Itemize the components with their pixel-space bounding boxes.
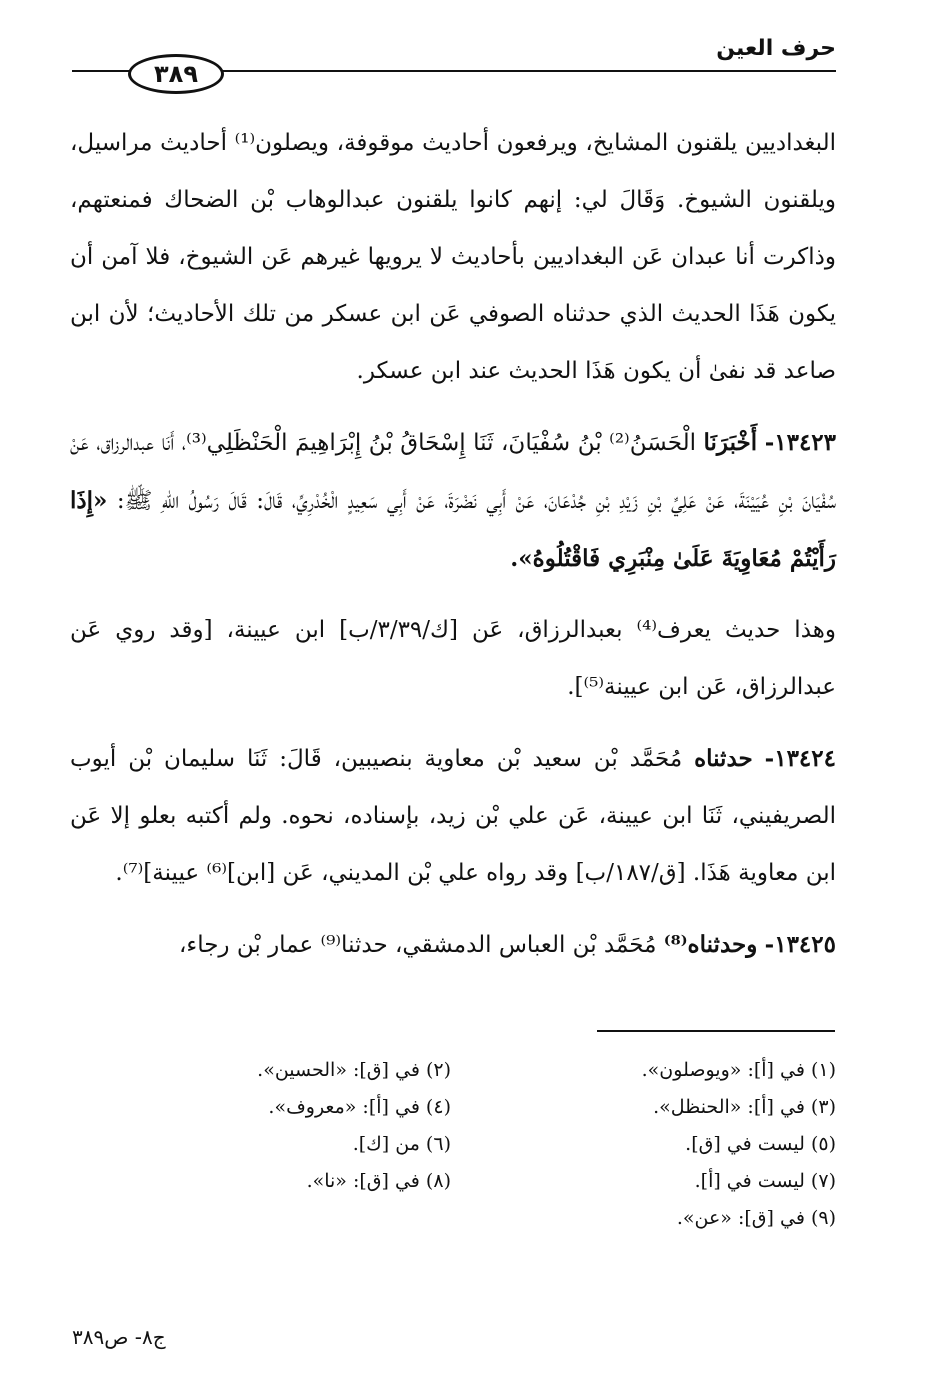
footnote: (١) في [أ]: «ويوصلون». <box>641 1059 836 1081</box>
footnotes-left-column <box>151 1052 451 1200</box>
footnote: (٢) في [ق]: «الحسين». <box>257 1059 451 1081</box>
hadith-quote: «إِذَا رَأَيْتُمْ مُعَاوِيَةَ عَلَىٰ مِنْبَرِي فَاقْتُلُوهُ». <box>70 487 836 572</box>
footnote: (٨) في [ق]: «نا». <box>306 1170 451 1192</box>
footnote: (٧) ليست في [أ]. <box>694 1170 836 1192</box>
footnote-rule <box>597 1030 835 1032</box>
hadith-lead: وحدثناه⁽⁸⁾ <box>663 931 758 958</box>
hadith-lead: أَخْبَرَنَا <box>703 429 758 456</box>
hadith-text: مُحَمَّد بْن العباس الدمشقي، حدثنا⁽⁹⁾ عمار بْن رجاء، <box>178 932 657 958</box>
hadith-number: ١٣٤٢٥- <box>764 931 836 958</box>
page-number-badge: ٣٨٩ <box>128 54 224 94</box>
footnote: (٤) في [أ]: «معروف». <box>268 1096 451 1118</box>
footnote: (٣) في [أ]: «الحنظل». <box>653 1096 836 1118</box>
hadith-13423 <box>70 414 836 588</box>
page-footer-reference: ج٨- ص٣٨٩ <box>72 1325 166 1349</box>
hadith-number: ١٣٤٢٣- <box>764 429 837 456</box>
footnotes-right-column <box>516 1052 836 1237</box>
paragraph-2: وهذا حديث يعرف⁽⁴⁾ بعبدالرزاق، عَن [ك/٣/٣٩/ب] ابن عيينة، [وقد روي عَن عبدالرزاق، عَن ابن عيينة⁽⁵⁾]. <box>70 617 837 700</box>
footnote: (٥) ليست في [ق]. <box>685 1133 836 1155</box>
chapter-title: حرف العين <box>716 36 836 61</box>
footnote: (٩) في [ق]: «عن». <box>676 1207 836 1229</box>
main-text <box>70 115 836 974</box>
hadith-text: الْحَسَنُ⁽²⁾ بْنُ سُفْيَانَ، ثَنَا إِسْحَاقُ بْنُ إِبْرَاهِيمَ الْحَنْظَلِي⁽³⁾، أَنَا عبدالرزاق، عَنْ سُفْيَانَ بْنِ عُيَيْنَةَ، عَنْ عَلِيِّ بْنِ زَيْدِ بْنِ جُدْعَانَ، عَنْ أَبِي نَضْرَةَ، عَنْ أَبِي سَعِيدٍ الْخُدْرِيِّ، قَالَ: قَالَ رَسُولُ اللهِ ﷺ: <box>70 430 837 514</box>
hadith-13425 <box>70 916 836 974</box>
paragraph-1: البغداديين يلقنون المشايخ، ويرفعون أحاديث موقوفة، ويصلون⁽¹⁾ أحاديث مراسيل، ويلقنون الشيوخ. وَقَالَ لي: إنهم كانوا يلقنون عبدالوهاب بْن الضحاك فمنعتهم، وذاكرت أنا عبدان عَن البغداديين بأحاديث لا يرويها غيرهم عَن الشيوخ، فلا آمن أن يكون هَذَا الحديث الذي حدثناه الصوفي عَن ابن عسكر من تلك الأحاديث؛ لأن ابن صاعد قد نفىٰ أن يكون هَذَا الحديث عند ابن عسكر. <box>70 130 836 384</box>
hadith-13424 <box>70 730 836 902</box>
hadith-text: مُحَمَّد بْن سعيد بْن معاوية بنصيبين، قَالَ: ثَنَا سليمان بْن أيوب الصريفيني، ثَنَا ابن عيينة، عَن علي بْن زيد، بإسناده، نحوه. ولم أكتبه بعلو إلا عَن ابن معاوية هَذَا. [ق/١٨٧/ب] وقد رواه علي بْن المديني، عَن [ابن]⁽⁶⁾ عيينة]⁽⁷⁾. <box>70 746 836 886</box>
footnote: (٦) من [ك]. <box>352 1133 451 1155</box>
hadith-lead: حدثناه <box>694 745 753 772</box>
hadith-number: ١٣٤٢٤- <box>764 745 836 772</box>
